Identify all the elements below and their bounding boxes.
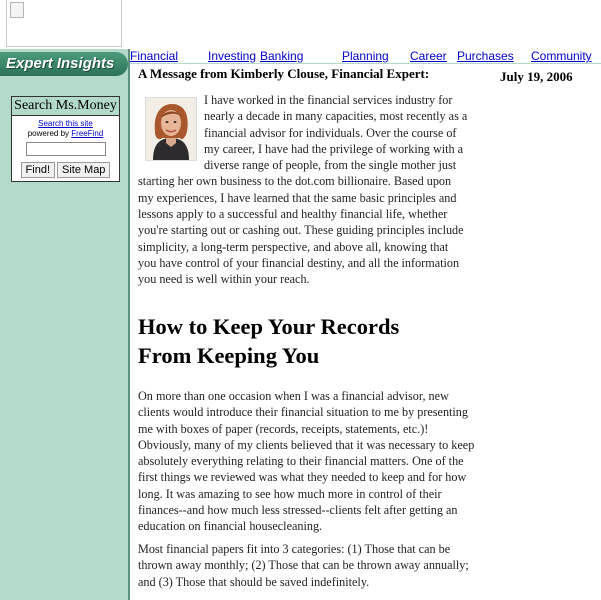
powered-by-text (12, 129, 119, 138)
publish-date: July 19, 2006 (500, 69, 573, 84)
nav-item-career[interactable]: Career (410, 49, 447, 63)
expert-insights-banner: Expert Insights (0, 52, 128, 76)
top-navigation (130, 49, 601, 63)
search-input[interactable] (26, 142, 106, 156)
nav-item-community[interactable]: Community (531, 49, 592, 63)
article-title: How to Keep Your Records From Keeping You (138, 314, 400, 368)
message-heading: A Message from Kimberly Clouse, Financial Expert: (138, 66, 430, 81)
site-search-panel (11, 96, 120, 182)
site-map-button[interactable]: Site Map (57, 162, 110, 178)
author-portrait (145, 97, 197, 161)
nav-divider (130, 63, 601, 64)
freefind-link[interactable]: FreeFind (71, 129, 104, 138)
intro-text: I have worked in the financial services industry for nearly a decade in many capacities, most recently as a financial advisor for individuals. Over the course of my career, I have had the privilege of working with a diverse range of people, from the single mother just starting her own business to the dot.com billionaire. Based upon my experiences, I have learned that the same basic principles and lessons apply to a successful and healthy financial life, whether you're starting out or cashing out. These guiding principles include simplicity, a long-term perspective, and above all, knowing that you have control of your financial destiny, and all the information you need is well within your reach. (138, 93, 468, 287)
nav-item-investing[interactable]: Investing (208, 49, 257, 63)
nav-item-banking[interactable]: Banking (260, 49, 304, 63)
nav-item-planning[interactable]: Planning (342, 49, 389, 63)
nav-item-purchases[interactable]: Purchases (457, 49, 514, 63)
powered-by-label: powered by (27, 129, 70, 138)
search-panel-title: Search Ms.Money (12, 97, 119, 116)
search-buttons (12, 160, 119, 178)
article-paragraph: On more than one occasion when I was a financial advisor, new clients would introduce their financial situation to me by presenting me with boxes of paper (records, receipts, statements, etc.)! Obviously, many of my clients believed that it was necessary to keep absolutely everything relating to their financial matters. One of the first things we reviewed was what they needed to keep and for how long. It was amazing to see how much more in control of their finances--and how much less stressed--clients felt after getting an education on financial housecleaning. (138, 389, 475, 534)
search-this-site-link[interactable]: Search this site (38, 119, 93, 128)
article-paragraph: Most financial papers fit into 3 categories: (1) Those that can be thrown away monthly; (2) Those that can be thrown away annually; and (3) Those that should be saved indefinitely. (138, 542, 469, 589)
site-logo-image[interactable] (6, 0, 122, 47)
find-button[interactable]: Find! (21, 162, 55, 178)
broken-image-icon (10, 2, 24, 18)
nav-item-financial[interactable]: Financial (130, 49, 179, 63)
